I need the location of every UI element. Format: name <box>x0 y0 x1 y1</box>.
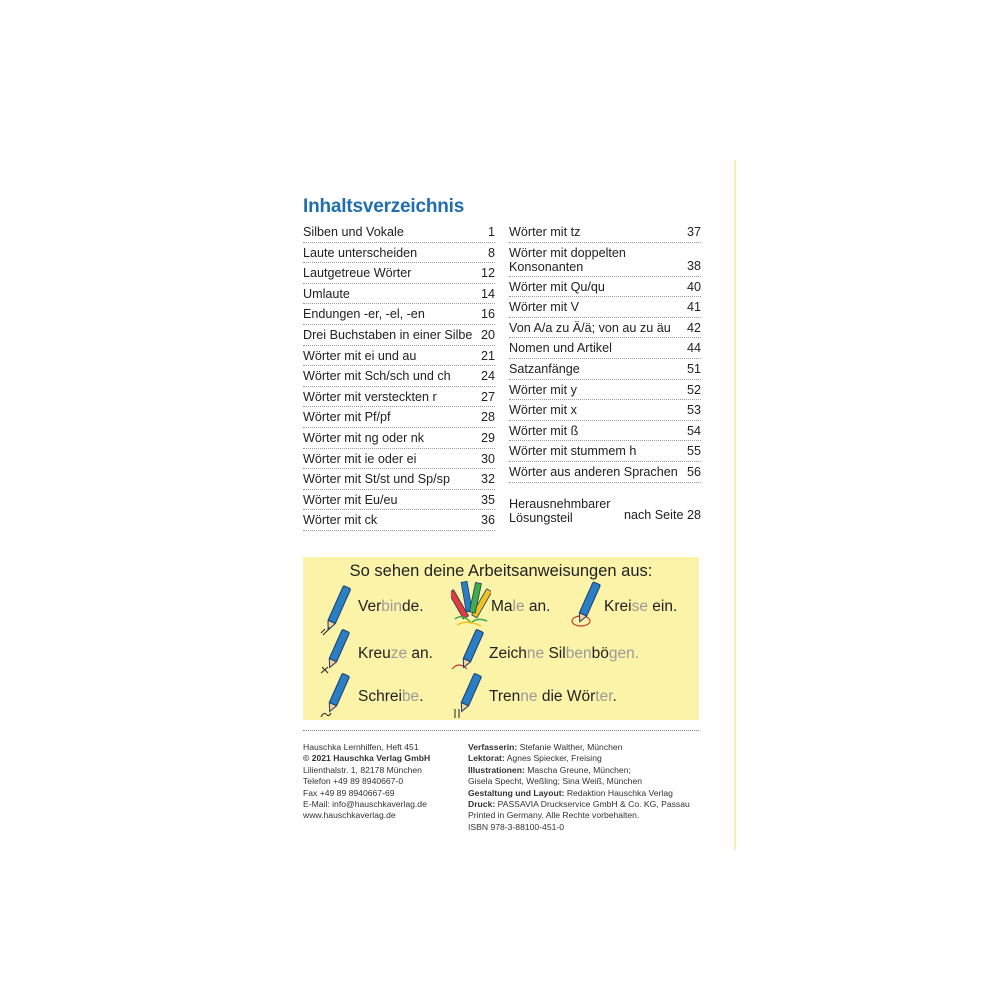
toc-row: Wörter aus anderen Sprachen 56 <box>509 462 701 483</box>
toc-row: Wörter mit stummem h 55 <box>509 441 701 462</box>
toc-row: Wörter mit ck 36 <box>303 510 495 531</box>
toc-row: Wörter mit St/st und Sp/sp 32 <box>303 469 495 490</box>
toc-row: Wörter mit y 52 <box>509 380 701 401</box>
toc-right-column <box>509 222 701 525</box>
instruction-schreibe: Schreibe. <box>358 688 424 705</box>
toc-row: Wörter mit Qu/qu 40 <box>509 277 701 298</box>
instructions-box <box>303 557 699 720</box>
imprint-credits: Verfasserin: Stefanie Walther, München Lektorat: Agnes Spiecker, Freising Illustrationen: Mascha Greune, München; Gisela Specht, Weßling; Sina Weiß, München Gestaltung und Layout: Redaktion Hauschka Verlag Druck: PASSAVIA Druckservice GmbH & Co. KG, Passau Printed in Germany. Alle Rechte vorbehalten. ISBN 978-3-88100-451-0 <box>468 742 690 832</box>
toc-title: Inhaltsverzeichnis <box>303 196 465 217</box>
toc-left-column <box>303 222 495 531</box>
toc-row: Wörter mit versteckten r 27 <box>303 387 495 408</box>
divider <box>303 730 699 731</box>
toc-row: Wörter mit ie oder ei 30 <box>303 449 495 470</box>
colored-pencils-icon <box>451 579 491 629</box>
toc-row: Silben und Vokale 1 <box>303 222 495 243</box>
instructions-title: So sehen deine Arbeitsanweisungen aus: <box>349 562 653 580</box>
page-edge-line <box>734 160 736 850</box>
instruction-kreise: Kreise ein. <box>604 598 678 615</box>
pencil-cross-icon <box>319 629 355 675</box>
toc-row: Drei Buchstaben in einer Silbe 20 <box>303 325 495 346</box>
instruction-zeichne: Zeichne Silbenbögen. <box>489 645 639 662</box>
toc-row: Wörter mit doppelten Konsonanten 38 <box>509 243 701 277</box>
instruction-male: Male an. <box>491 598 551 615</box>
pencil-write-icon <box>319 673 355 719</box>
toc-row: Wörter mit tz 37 <box>509 222 701 243</box>
toc-row: Wörter mit V 41 <box>509 297 701 318</box>
toc-row: Lautgetreue Wörter 12 <box>303 263 495 284</box>
toc-row-loesungsteil: Herausnehmbarer Lösungsteil nach Seite 28 <box>509 496 701 525</box>
toc-row: Wörter mit Eu/eu 35 <box>303 490 495 511</box>
toc-row: Von A/a zu Ä/ä; von au zu äu 42 <box>509 318 701 339</box>
toc-row: Wörter mit Sch/sch und ch 24 <box>303 366 495 387</box>
toc-row: Endungen -er, -el, -en 16 <box>303 304 495 325</box>
toc-row: Laute unterscheiden 8 <box>303 243 495 264</box>
pencil-circle-icon <box>569 581 605 629</box>
pencil-separate-icon <box>451 673 487 719</box>
imprint-publisher: Hauschka Lernhilfen, Heft 451 © 2021 Hauschka Verlag GmbH Lilienthalstr. 1, 82178 München Telefon +49 89 8940667-0 Fax +49 89 8940667-69 E-Mail: info@hauschkaverlag.de www.hauschkaverlag.de <box>303 742 431 821</box>
toc-row: Wörter mit ei und au 21 <box>303 346 495 367</box>
instruction-verbinde: Verbinde. <box>358 598 424 615</box>
toc-row: Wörter mit ß 54 <box>509 421 701 442</box>
toc-row: Umlaute 14 <box>303 284 495 305</box>
toc-row: Satzanfänge 51 <box>509 359 701 380</box>
toc-row: Wörter mit Pf/pf 28 <box>303 407 495 428</box>
instruction-trenne: Trenne die Wörter. <box>489 688 617 705</box>
pencil-arc-icon <box>451 629 487 675</box>
toc-row: Wörter mit x 53 <box>509 400 701 421</box>
toc-row: Nomen und Artikel 44 <box>509 338 701 359</box>
instruction-kreuze: Kreuze an. <box>358 645 433 662</box>
toc-row: Wörter mit ng oder nk 29 <box>303 428 495 449</box>
